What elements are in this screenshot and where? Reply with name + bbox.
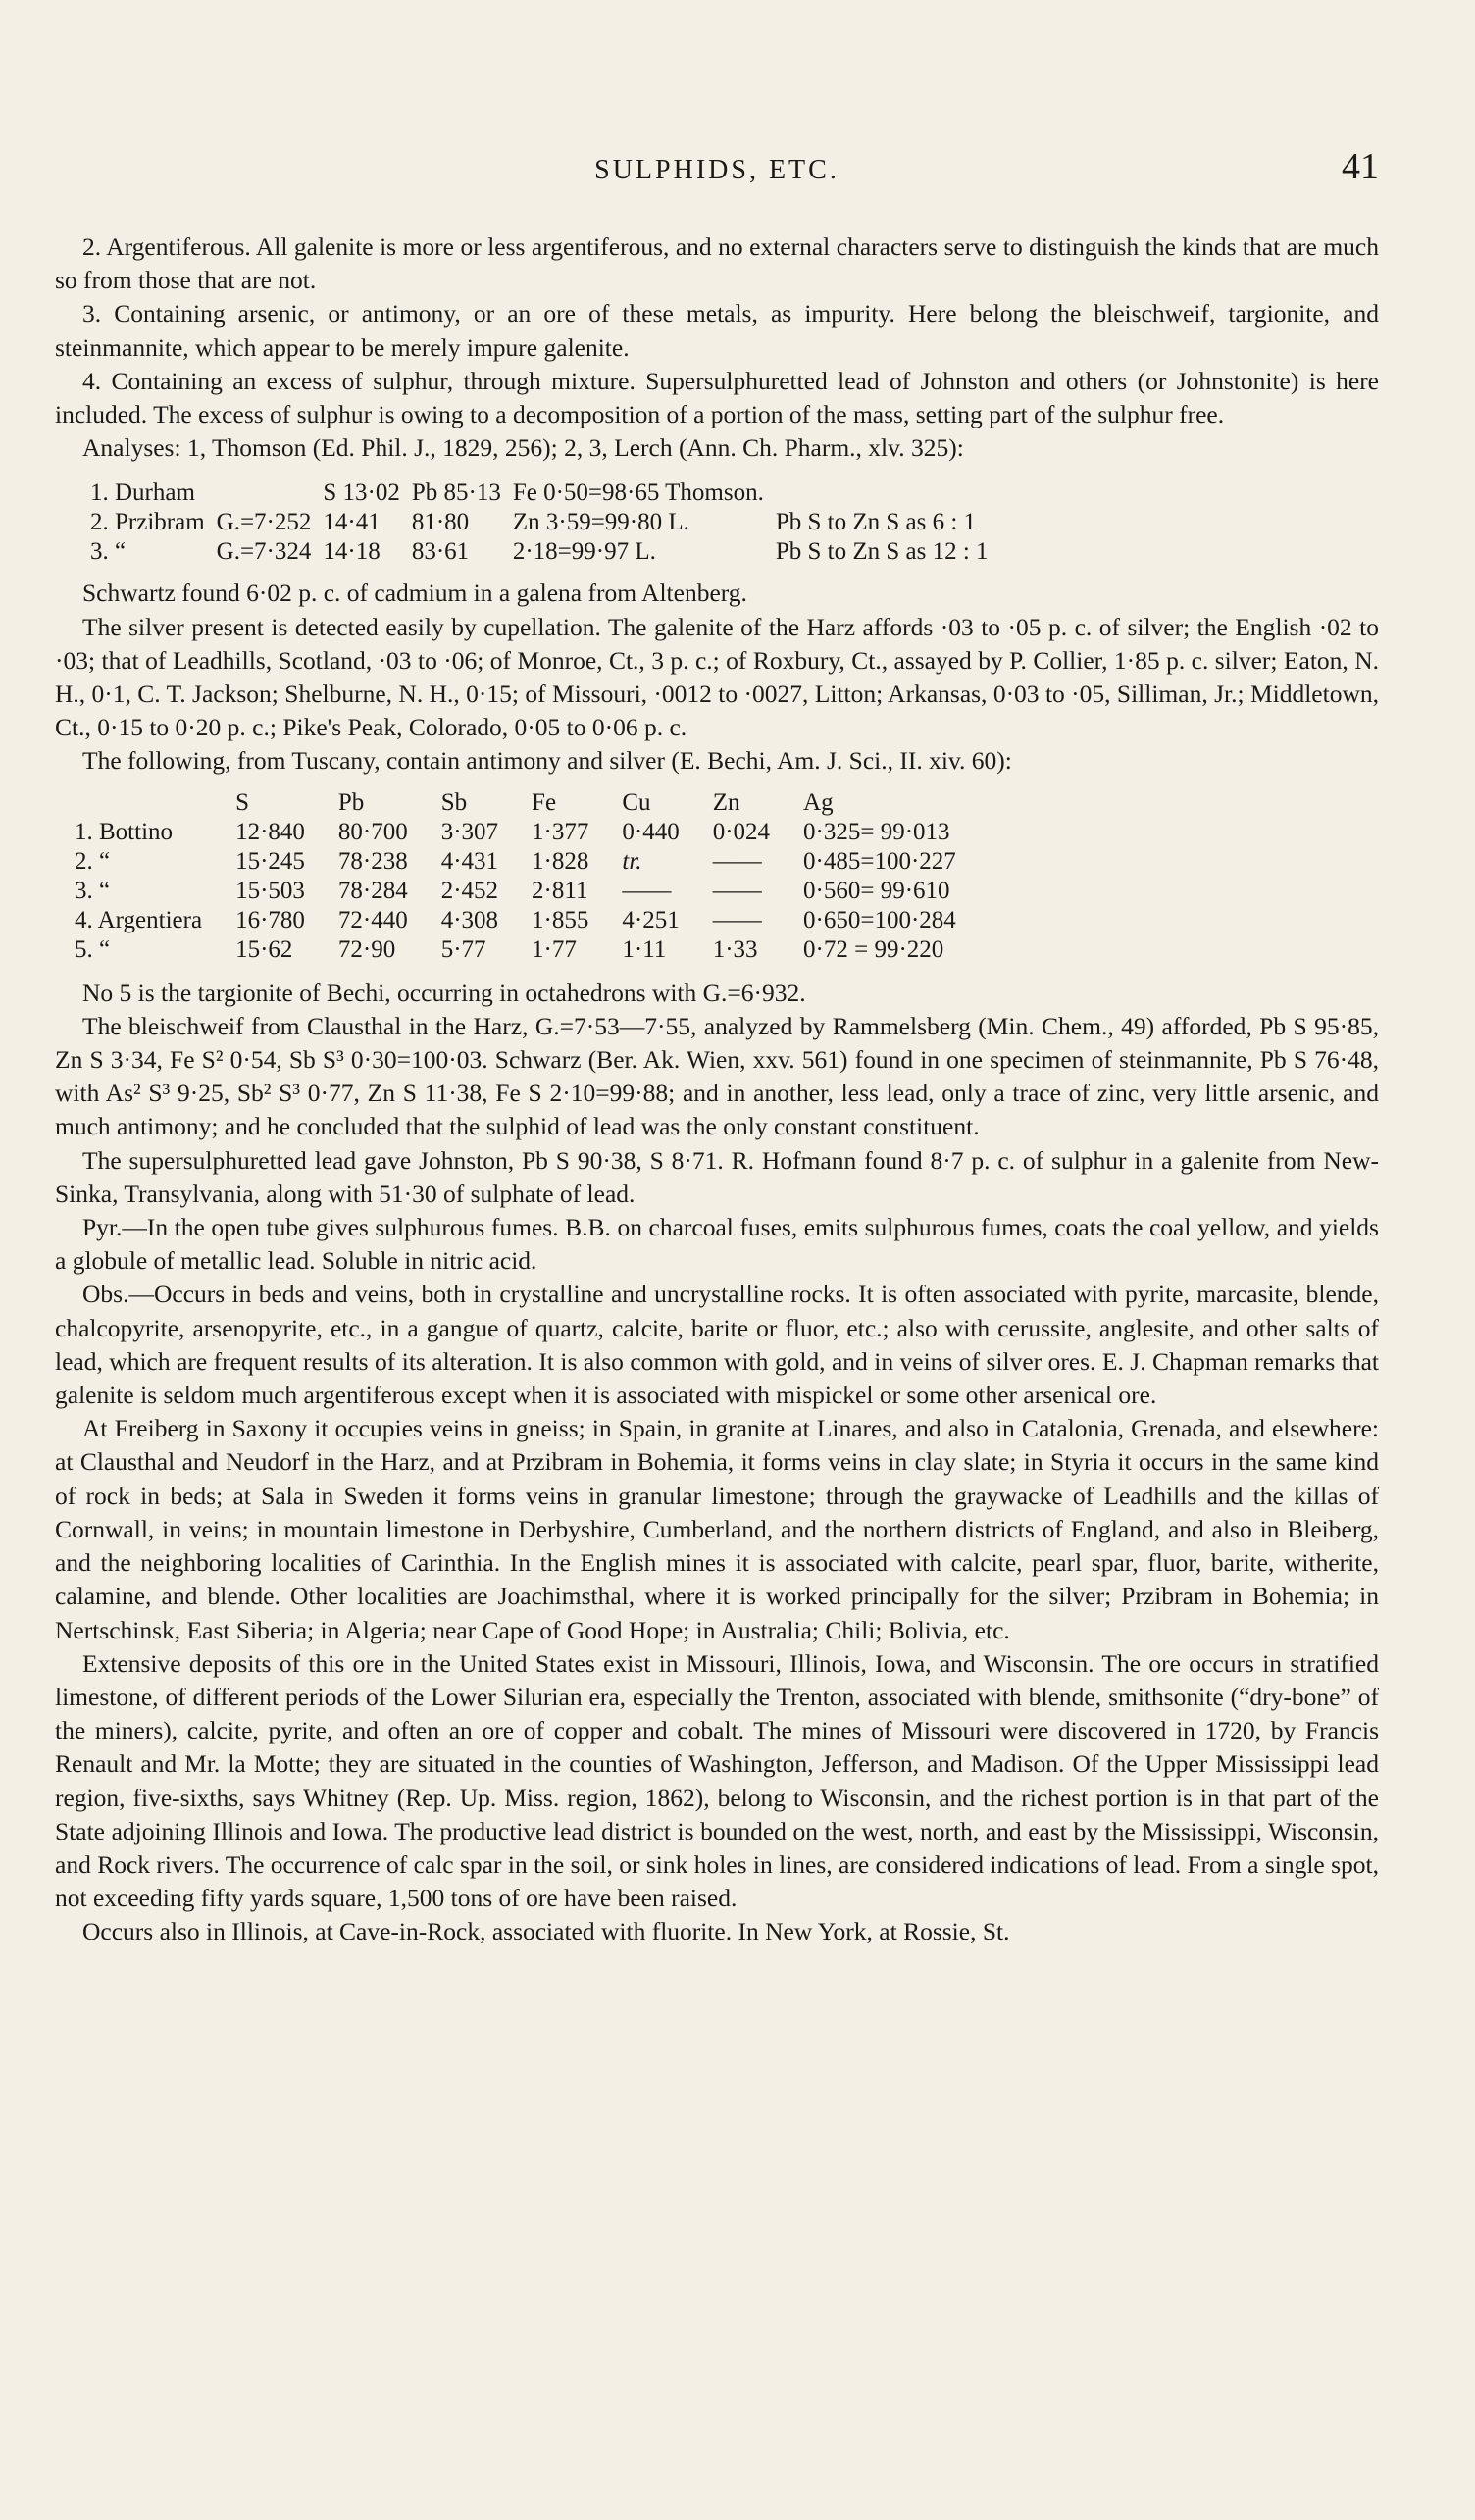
tuscany-cell: 2·811 [532, 877, 588, 904]
tuscany-cell: 1·77 [532, 935, 577, 963]
paragraph-obs: Obs.—Occurs in beds and veins, both in crystalline and uncrystalline rocks. It is often associated with pyrite, marcasite, blende, chalcopyrite, arsenopyrite, etc., in a gangue of quartz, calcite, barite or fluor, etc.; also with cerussite, anglesite, and other salts of lead, which are frequent results of its alteration. It is also common with gold, and in veins of silver ores. E. J. Chapman remarks that galenite is seldom much argentiferous except when it is associated with mispickel or some other arsenical ore. [55, 1280, 1379, 1410]
tuscany-header-cell: Pb [337, 788, 365, 816]
analysis-cell: G.=7·324 [216, 538, 312, 566]
analysis-row [90, 508, 1000, 537]
tuscany-row [75, 818, 990, 847]
tuscany-row [75, 847, 990, 877]
analysis-cell: 83·61 [411, 538, 470, 566]
tuscany-cell: 4·431 [440, 847, 499, 875]
page-number: 41 [1342, 146, 1379, 187]
analysis-cell: 2·18=99·97 L. [512, 538, 656, 566]
tuscany-cell: —— [622, 877, 672, 904]
paragraph-silver: The silver present is detected easily by cupellation. The galenite of the Harz affords ·03 to ·05 p. c. of silver; the English ·02 to ·03; that of Leadhills, Scotland, ·03 to ·06; of Monroe, Ct., 3 p. c.; of Roxbury, Ct., assayed by P. Collier, 1·85 p. c. silver; Eaton, N. H., 0·1, C. T. Jackson; Shelburne, N. H., 0·15; of Missouri, ·0012 to ·0027, Litton; Arkansas, 0·03 to ·05, Silliman, Jr.; Middletown, Ct., 0·15 to 0·20 p. c.; Pike's Peak, Colorado, 0·05 to 0·06 p. c. [55, 612, 1379, 742]
tuscany-cell: 1·33 [712, 935, 758, 963]
tuscany-cell: 78·284 [337, 877, 408, 904]
paragraph-localities: At Freiberg in Saxony it occupies veins in gneiss; in Spain, in granite at Linares, and also in Catalonia, Grenada, and elsewhere: at Clausthal and Neudorf in the Harz, and at Przibram in Bohemia, it forms veins in clay slate; in Styria it occurs in the same kind of rock in beds; at Sala in Sweden it forms veins in granular limestone; through the graywacke of Leadhills and the killas of Cornwall, in veins; in mountain limestone in Derbyshire, Cumberland, and the northern districts of England, and also in Bleiberg, and the neighboring localities of Carinthia. In the English mines it is associated with calcite, pearl spar, fluor, barite, witherite, calamine, and blende. Other localities are Joachimsthal, where it is worked principally for the silver; Przibram in Bohemia; in Nertschinsk, East Siberia; in Algeria; near Cape of Good Hope; in Australia; Chili; Bolivia, etc. [55, 1414, 1379, 1644]
tuscany-cell: 15·62 [235, 935, 293, 963]
tuscany-cell: 1·828 [532, 847, 589, 875]
analysis-row [90, 479, 1000, 508]
paragraph-united-states: Extensive deposits of this ore in the United States exist in Missouri, Illinois, Iowa, and Wisconsin. The ore occurs in stratified limestone, of different periods of the Lower Silurian era, especially the Trenton, associated with blende, smithsonite (“dry-bone” of the miners), calcite, pyrite, and often an ore of copper and cobalt. The mines of Missouri were discovered in 1720, by Francis Renault and Mr. la Motte; they are situated in the counties of Washington, Jefferson, and Madison. Of the Upper Mississippi lead region, five-sixths, says Whitney (Rep. Up. Miss. region, 1862), belong to Wisconsin, and the richest portion is in that part of the State adjoining Illinois and Iowa. The productive lead district is bounded on the west, north, and east by the Mississippi, Wisconsin, and Rock rivers. The occurrence of calc spar in the soil, or sink holes in lines, are considered indications of lead. From a single spot, not exceeding fifty yards square, 1,500 tons of ore have been raised. [55, 1648, 1379, 1913]
analysis-cell: Pb 85·13 [411, 479, 501, 507]
tuscany-header-cell: Sb [440, 788, 468, 816]
analysis-cell: Pb S to Zn S as 12 : 1 [775, 538, 989, 566]
tuscany-cell: 72·440 [337, 906, 408, 933]
tuscany-cell: 12·840 [235, 818, 305, 845]
page-title: SULPHIDS, ETC. [594, 155, 839, 185]
analysis-cell: S 13·02 [323, 479, 400, 507]
tuscany-row [75, 906, 990, 935]
tuscany-header-cell: Ag [803, 788, 834, 816]
tuscany-cell: 4·251 [622, 906, 680, 933]
paragraph-argentiferous: 2. Argentiferous. All galenite is more or less argentiferous, and no external characters serve to distinguish the kinds that are much so from those that are not. [55, 232, 1379, 295]
tuscany-cell: —— [712, 847, 762, 875]
tuscany-header-cell: S [235, 788, 249, 816]
paragraph-pyr: Pyr.—In the open tube gives sulphurous fumes. B.B. on charcoal fuses, emits sulphurous fumes, coats the coal yellow, and yields a globule of metallic lead. Soluble in nitric acid. [55, 1213, 1379, 1276]
analysis-cell: Pb S to Zn S as 6 : 1 [775, 509, 977, 536]
analysis-cell: 3. “ [90, 538, 127, 566]
running-header [55, 145, 1379, 194]
tuscany-header-cell: Zn [712, 788, 740, 816]
tuscany-header-cell [75, 788, 235, 818]
paragraph-tuscany-intro: The following, from Tuscany, contain antimony and silver (E. Bechi, Am. J. Sci., II. xiv. 60): [82, 746, 1012, 776]
analysis-cell: 81·80 [411, 509, 470, 536]
tuscany-cell: 0·485=100·227 [803, 847, 956, 875]
analysis-cell: Zn 3·59=99·80 L. [512, 509, 689, 536]
tuscany-row [75, 935, 990, 965]
tuscany-cell: 0·72 = 99·220 [803, 935, 944, 963]
paragraph-supersulphuretted: The supersulphuretted lead gave Johnston, Pb S 90·38, S 8·71. R. Hofmann found 8·7 p. c. of sulphur in a galenite from New-Sinka, Transylvania, along with 51·30 of sulphate of lead. [55, 1145, 1379, 1208]
tuscany-cell: 1. Bottino [75, 818, 174, 845]
analysis-cell: 1. Durham [90, 479, 195, 507]
paragraph-analyses-intro: Analyses: 1, Thomson (Ed. Phil. J., 1829, 256); 2, 3, Lerch (Ann. Ch. Pharm., xlv. 325): [82, 433, 964, 463]
tuscany-cell: 78·238 [337, 847, 408, 875]
tuscany-cell: tr. [622, 847, 642, 875]
paragraph-sulphur: 4. Containing an excess of sulphur, through mixture. Supersulphuretted lead of Johnston and others (or Johnstonite) is here included. The excess of sulphur is owing to a decomposition of a portion of the mass, setting part of the sulphur free. [55, 366, 1379, 429]
analysis-cell: 14·18 [323, 538, 381, 566]
tuscany-cell: 1·377 [532, 818, 589, 845]
tuscany-cell: —— [712, 877, 762, 904]
tuscany-cell: 5·77 [440, 935, 486, 963]
tuscany-cell: 3·307 [440, 818, 499, 845]
tuscany-cell: 0·560= 99·610 [803, 877, 950, 904]
tuscany-cell: 16·780 [235, 906, 305, 933]
paragraph-targionite: No 5 is the targionite of Bechi, occurring in octahedrons with G.=6·932. [82, 978, 806, 1007]
analysis-cell [217, 479, 324, 508]
analysis-cell: 2. Przibram [90, 509, 205, 536]
tuscany-row [75, 877, 990, 906]
analysis-cell: 14·41 [323, 509, 381, 536]
analyses-table [90, 479, 1000, 567]
tuscany-header-cell: Cu [622, 788, 651, 816]
tuscany-cell: 0·650=100·284 [803, 906, 956, 933]
tuscany-cell: 4·308 [440, 906, 499, 933]
tuscany-cell: 0·024 [712, 818, 771, 845]
tuscany-header-cell: Fe [532, 788, 557, 816]
tuscany-cell: 80·700 [337, 818, 408, 845]
analysis-cell: G.=7·252 [216, 509, 312, 536]
tuscany-cell: —— [712, 906, 762, 933]
paragraph-bleischweif: The bleischweif from Clausthal in the Harz, G.=7·53—7·55, analyzed by Rammelsberg (Min. Chem., 49) afforded, Pb S 95·85, Zn S 3·34, Fe S² 0·54, Sb S³ 0·30=100·03. Schwarz (Ber. Ak. Wien, xxv. 561) found in one specimen of steinmannite, Pb S 76·48, with As² S³ 9·25, Sb² S³ 0·77, Zn S 11·38, Fe S 2·10=99·88; and in another, less lead, only a trace of zinc, very little arsenic, and much antimony; and he concluded that the sulphid of lead was the only constant constituent. [55, 1011, 1379, 1141]
page-body [55, 230, 1379, 1949]
tuscany-cell: 2. “ [75, 847, 111, 875]
tuscany-cell: 1·855 [532, 906, 589, 933]
tuscany-cell: 0·325= 99·013 [803, 818, 950, 845]
tuscany-cell: 0·440 [622, 818, 680, 845]
tuscany-cell: 2·452 [440, 877, 499, 904]
analysis-row [90, 537, 1000, 567]
analysis-cell [776, 479, 1000, 508]
tuscany-cell: 3. “ [75, 877, 111, 904]
analysis-cell: Fe 0·50=98·65 Thomson. [512, 479, 764, 507]
tuscany-cell: 72·90 [337, 935, 396, 963]
tuscany-cell: 5. “ [75, 935, 111, 963]
tuscany-cell: 4. Argentiera [75, 906, 203, 933]
paragraph-cadmium: Schwartz found 6·02 p. c. of cadmium in a galena from Altenberg. [82, 579, 747, 608]
paragraph-illinois: Occurs also in Illinois, at Cave-in-Rock, associated with fluorite. In New York, at Rossie, St. [82, 1917, 1010, 1946]
tuscany-cell: 15·245 [235, 847, 305, 875]
tuscany-cell: 1·11 [622, 935, 667, 963]
paragraph-arsenic: 3. Containing arsenic, or antimony, or an ore of these metals, as impurity. Here belong the bleischweif, targionite, and steinmannite, which appear to be merely impure galenite. [55, 299, 1379, 362]
tuscany-table [75, 788, 990, 965]
tuscany-cell: 15·503 [235, 877, 305, 904]
